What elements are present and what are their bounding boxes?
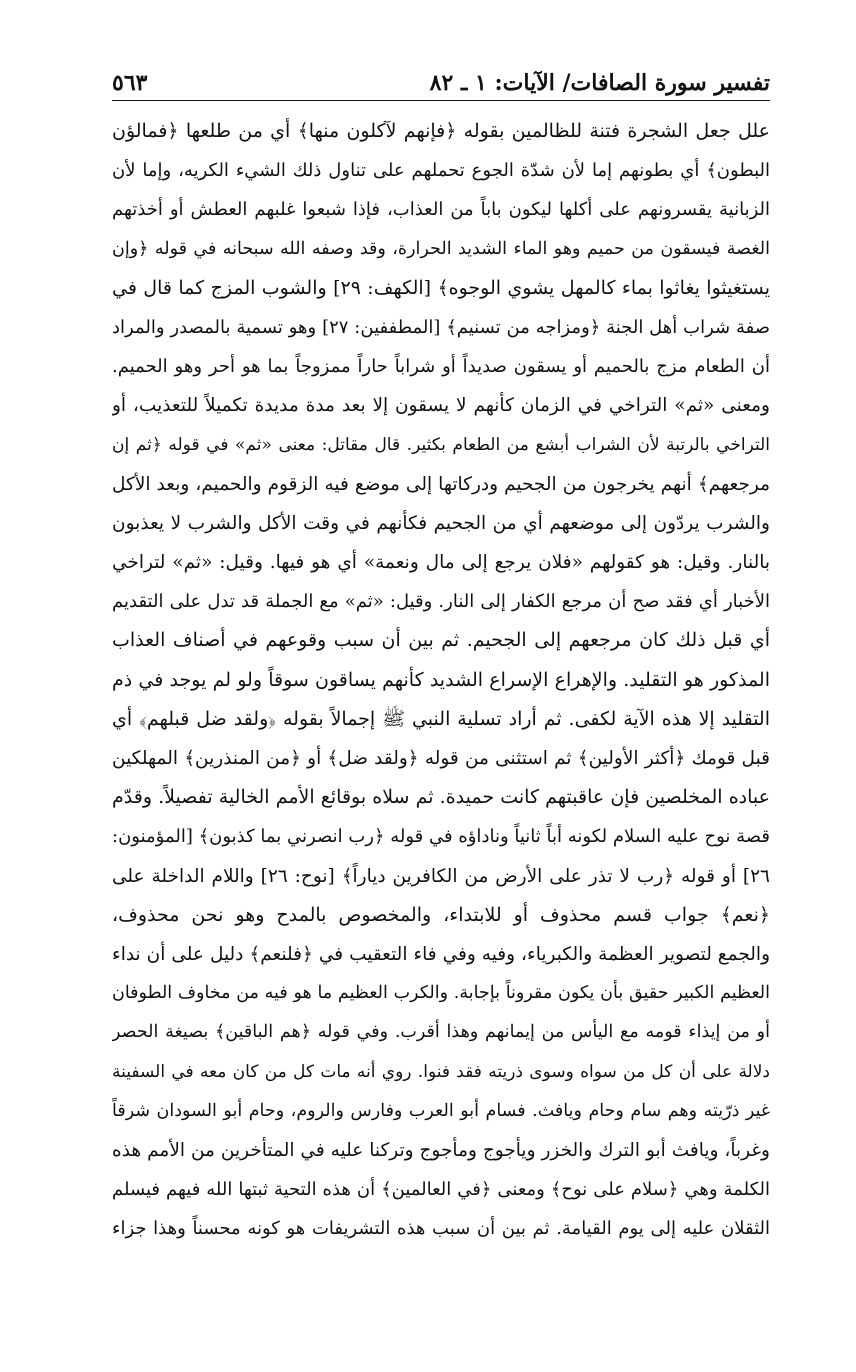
running-header-title: تفسير سورة الصافات/ الآيات: ١ ـ ٨٢ (429, 70, 770, 96)
text-line: مرجعهم﴾ أنهم يخرجون من الجحيم ودركاتها إلى موضع فيه الزقوم والحميم، وبعد الأكل (112, 473, 770, 495)
text-line: العظيم الكبير حقيق بأن يكون مقروناً بإجابة. والكرب العظيم ما هو فيه من مخاوف الطوفان (112, 983, 770, 1004)
text-line: الثقلان عليه إلى يوم القيامة. ثم بين أن سبب هذه التشريفات هو كونه محسناً وهذا جزاء (112, 1218, 770, 1240)
text-line: الغصة فيسقون من حميم وهو الماء الشديد الحرارة، وقد وصفه الله سبحانه في قوله ﴿وإن (112, 238, 770, 259)
text-line: أو من إيذاء قومه مع اليأس من إيمانهم وهذا أقرب. وفي قوله ﴿هم الباقين﴾ بصيغة الحصر (112, 1022, 770, 1043)
text-line: ﴿نعم﴾ جواب قسم محذوف أو للابتداء، والمخصوص بالمدح وهو نحن محذوف، (112, 903, 770, 926)
body-text (112, 112, 770, 1248)
text-line: صفة شراب أهل الجنة ﴿ومزاجه من تسنيم﴾ [المطففين: ٢٧] وهو تسمية بالمصدر والمراد (112, 316, 770, 338)
text-line: المذكور هو التقليد. والإهراع الإسراع الشديد كأنهم يساقون سوقاً ولو لم يوجد في ذم (112, 668, 770, 691)
text-line: أن الطعام مزج بالحميم أو يسقون صديداً أو شراباً حاراً ممزوجاً بما هو أحر وهو الحميم. (112, 356, 770, 378)
text-line: الكلمة وهي ﴿سلام على نوح﴾ ومعنى ﴿في العالمين﴾ أن هذه التحية ثبتها الله فيهم فيسلم (112, 1179, 770, 1201)
text-line: عباده المخلصين فإن عاقبتهم كانت حميدة. ثم سلاه بوقائع الأمم الخالية تفصيلاً. وقدّم (112, 786, 770, 809)
text-line: الزبانية يقسرونهم على أكلها ليكون باباً من العذاب، فإذا شبعوا غلبهم العطش أو أخذتهم (112, 199, 770, 221)
text-line: قبل قومك ﴿أكثر الأولين﴾ ثم استثنى من قوله ﴿ولقد ضل﴾ أو ﴿من المنذرين﴾ المهلكين (112, 748, 770, 769)
text-line: غير ذرّيته وهم سام وحام ويافث. فسام أبو العرب وفارس والروم، وحام أبو السودان شرقاً (112, 1100, 770, 1121)
page-number: ٥٦٣ (112, 70, 148, 96)
text-line: والشرب يردّون إلى موضعهم أي من الجحيم فكأنهم في وقت الأكل والشرب لا يعذبون (112, 512, 770, 534)
text-line: ومعنى «ثم» التراخي في الزمان كأنهم لا يسقون إلا بعد مدة مديدة تكميلاً للتعذيب، أو (112, 395, 770, 417)
text-line: البطون﴾ أي بطونهم إما لأن شدّة الجوع تحملهم على تناول ذلك الشيء الكريه، وإما لأن (112, 160, 770, 182)
text-line: وغرباً، ويافث أبو الترك والخزر ويأجوج ومأجوج وتركنا عليه في المتأخرين من الأمم هذه (112, 1139, 770, 1161)
text-line: يستغيثوا يغاثوا بماء كالمهل يشوي الوجوه﴾ [الكهف: ٢٩] والشوب المزج كما قال في (112, 276, 770, 299)
text-line: ٢٦] أو قوله ﴿رب لا تذر على الأرض من الكافرين دياراً﴾ [نوح: ٢٦] واللام الداخلة على (112, 865, 770, 887)
text-line: التراخي بالرتبة لأن الشراب أبشع من الطعام بكثير. قال مقاتل: معنى «ثم» في قوله ﴿ثم إن (112, 434, 770, 455)
text-line: دلالة على أن كل من سواه وسوى ذريته فقد فنوا. روي أنه مات كل من كان معه في السفينة (112, 1061, 770, 1082)
text-line: الأخبار أي فقد صح أن مرجع الكفار إلى النار. وقيل: «ثم» مع الجملة قد تدل على التقديم (112, 591, 770, 613)
text-line: أي قبل ذلك كان مرجعهم إلى الجحيم. ثم بين أن سبب وقوعهم في أصناف العذاب (112, 629, 770, 652)
text-line: والجمع لتصوير العظمة والكبرياء، وفيه وفي فاء التعقيب في ﴿فلنعم﴾ دليل على أن نداء (112, 943, 770, 965)
text-line: علل جعل الشجرة فتنة للظالمين بقوله ﴿فإنهم لآكلون منها﴾ أي من طلعها ﴿فمالؤن (112, 120, 770, 142)
text-line: قصة نوح عليه السلام لكونه أباً ثانياً وناداؤه في قوله ﴿رب انصرني بما كذبون﴾ [المؤمنون: (112, 826, 770, 848)
running-header (112, 56, 770, 101)
text-line: بالنار. وقيل: هو كقولهم «فلان يرجع إلى مال ونعمة» أي هو فيها. وقيل: «ثم» لتراخي (112, 552, 770, 574)
text-line: التقليد إلا هذه الآية لكفى. ثم أراد تسلية النبي ﷺ إجمالاً بقوله ﴿ولقد ضل قبلهم﴾ أي (112, 707, 770, 730)
